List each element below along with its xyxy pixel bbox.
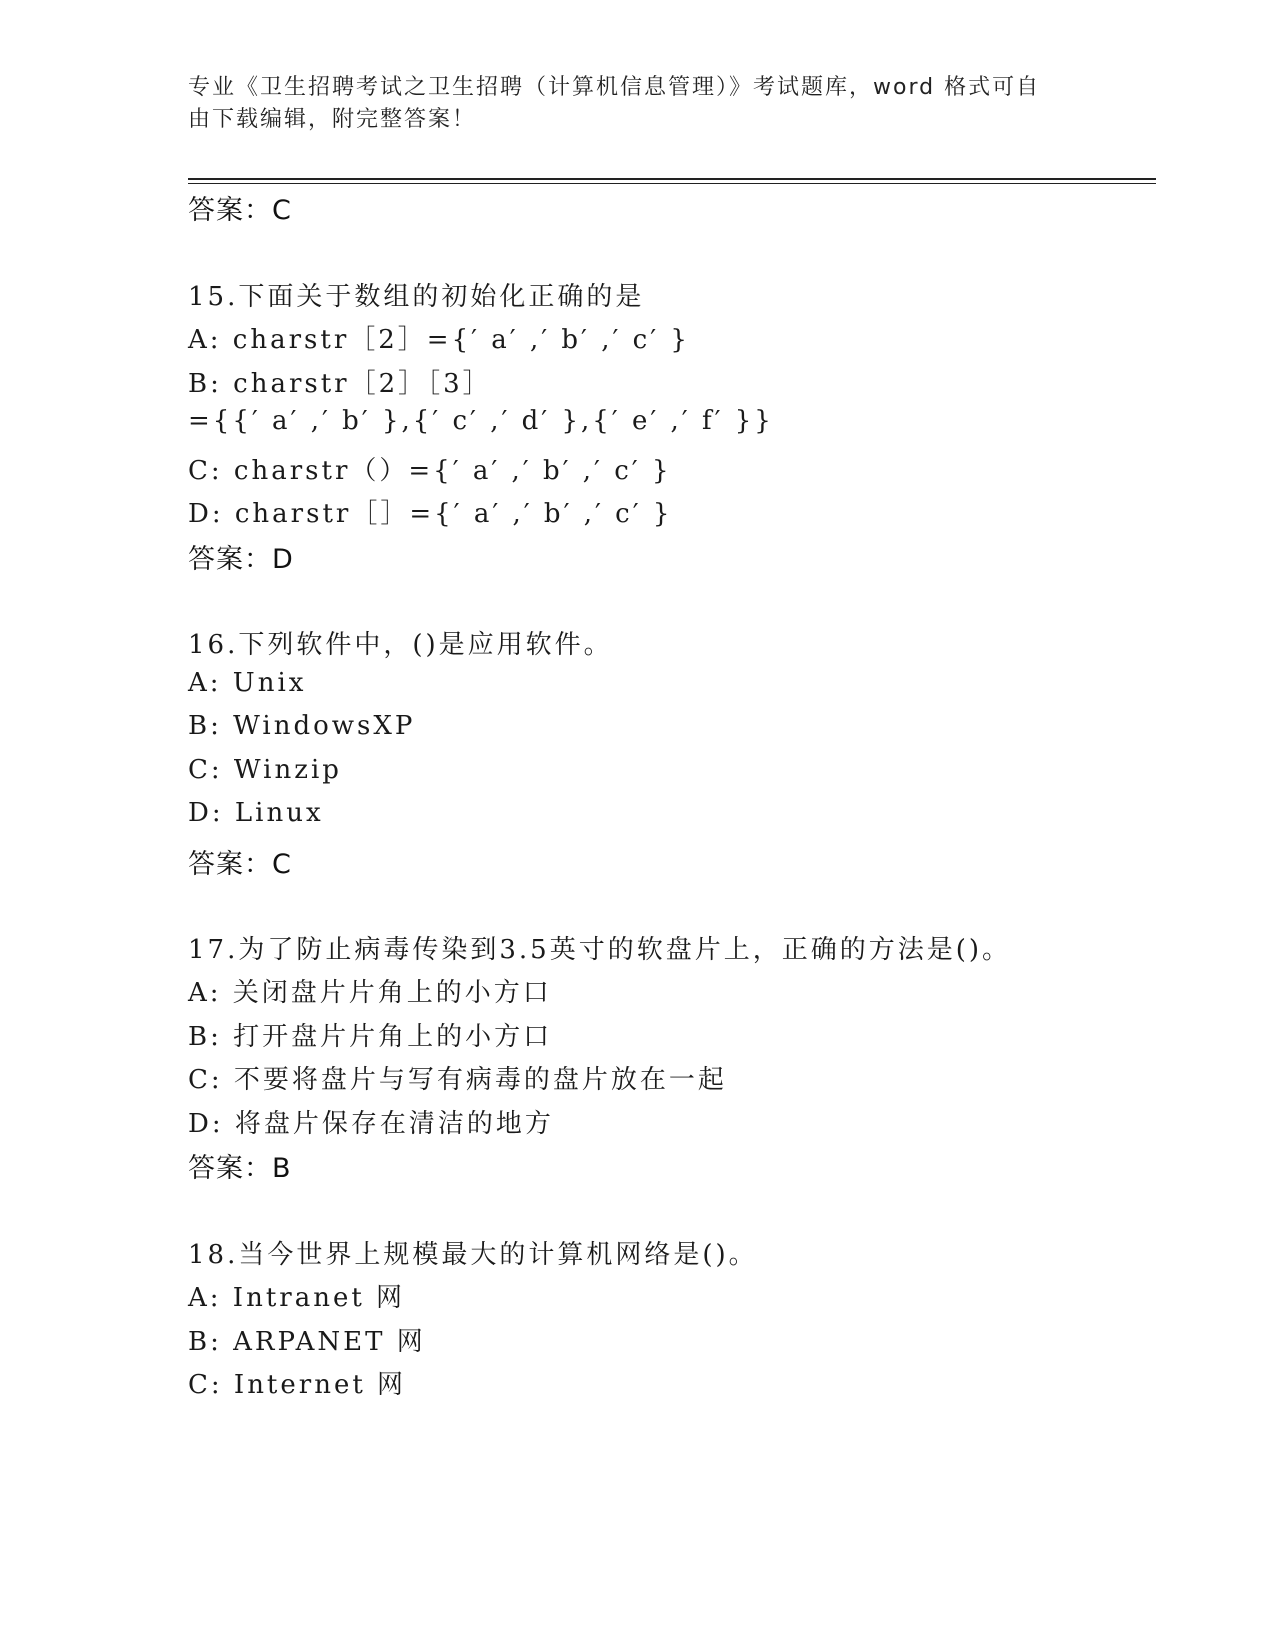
option-c: C: charstr（）={′ a′ ,′ b′ ,′ c′ } bbox=[188, 456, 672, 486]
option-a: A: 关闭盘片片角上的小方口 bbox=[188, 978, 552, 1008]
option-a: A: charstr［2］={′ a′ ,′ b′ ,′ c′ } bbox=[188, 325, 690, 355]
header-divider-thick bbox=[188, 178, 1156, 180]
option-c: C: 不要将盘片与写有病毒的盘片放在一起 bbox=[188, 1065, 727, 1095]
option-b: B: ARPANET 网 bbox=[188, 1327, 426, 1357]
option-b-continued: ={{′ a′ ,′ b′ },{′ c′ ,′ d′ },{′ e′ ,′ f′ }} bbox=[188, 406, 774, 436]
answer: 答案：B bbox=[188, 1153, 292, 1184]
option-c: C: Winzip bbox=[188, 755, 342, 785]
answer: 答案：D bbox=[188, 544, 294, 575]
previous-answer: 答案：C bbox=[188, 195, 292, 226]
document-header bbox=[188, 72, 1068, 136]
option-d: D: 将盘片保存在清洁的地方 bbox=[188, 1109, 554, 1139]
option-a: A: Intranet 网 bbox=[188, 1283, 406, 1313]
option-b: B: WindowsXP bbox=[188, 711, 416, 741]
question-text: 17.为了防止病毒传染到3.5英寸的软盘片上，正确的方法是()。 bbox=[188, 935, 1011, 965]
header-divider-thin bbox=[188, 183, 1156, 184]
option-d: D: charstr［］={′ a′ ,′ b′ ,′ c′ } bbox=[188, 499, 673, 529]
answer: 答案：C bbox=[188, 849, 292, 880]
question-text: 16.下列软件中，()是应用软件。 bbox=[188, 630, 613, 660]
question-text: 15.下面关于数组的初始化正确的是 bbox=[188, 282, 645, 312]
option-b: B: 打开盘片片角上的小方口 bbox=[188, 1022, 553, 1052]
question-text: 18.当今世界上规模最大的计算机网络是()。 bbox=[188, 1240, 758, 1270]
option-c: C: Internet 网 bbox=[188, 1370, 407, 1400]
header-line-2: 由下载编辑，附完整答案！ bbox=[188, 107, 477, 132]
option-b: B: charstr［2］［3］ bbox=[188, 369, 492, 399]
header-line-1: 专业《卫生招聘考试之卫生招聘（计算机信息管理）》考试题库，word 格式可自 bbox=[188, 75, 1041, 100]
option-d: D: Linux bbox=[188, 798, 324, 828]
option-a: A: Unix bbox=[188, 668, 307, 698]
